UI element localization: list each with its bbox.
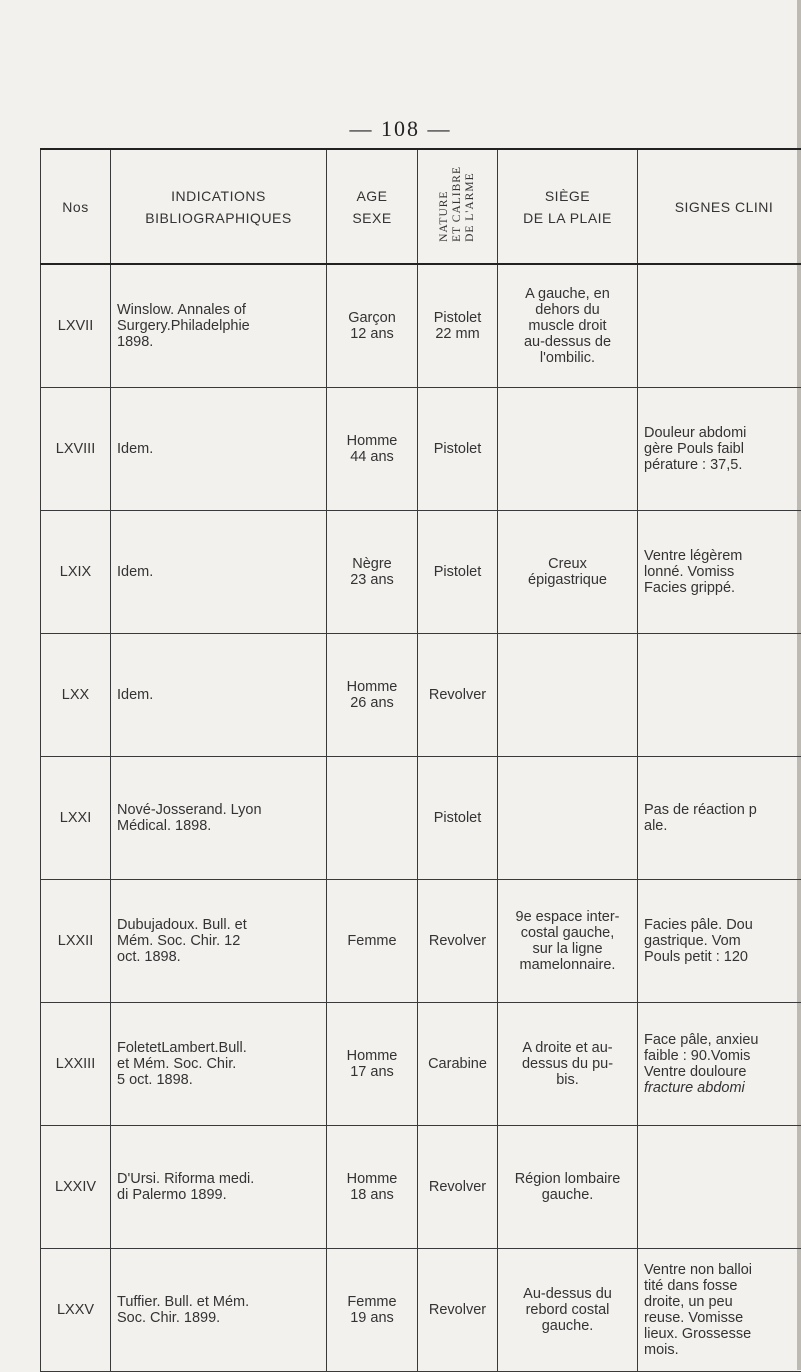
cell-text-line: Ventre douloure — [644, 1064, 801, 1080]
cell-text-line: pérature : 37,5. — [644, 457, 801, 473]
cell-clinical-signs — [638, 511, 801, 634]
cell-text-line: Pistolet — [424, 441, 491, 457]
cell-weapon — [418, 1126, 498, 1249]
cell-text-line: gauche. — [504, 1187, 631, 1203]
cell-text-line: Pistolet — [424, 310, 491, 326]
cell-text-line: Homme — [333, 679, 411, 695]
cell-case-number: LXXII — [41, 880, 111, 1003]
cell-text-line: Pouls petit : 120 — [644, 949, 801, 965]
cell-weapon — [418, 1003, 498, 1126]
cell-text-line: dehors du — [504, 302, 631, 318]
cell-text-line: Revolver — [424, 933, 491, 949]
cell-text-line: bis. — [504, 1072, 631, 1088]
cell-text-line: au-dessus de — [504, 334, 631, 350]
header-age-sex: AGE SEXE — [327, 149, 418, 264]
cell-text-line: 44 ans — [333, 449, 411, 465]
cell-text-line: faible : 90.Vomis — [644, 1048, 801, 1064]
cell-weapon — [418, 388, 498, 511]
cell-weapon — [418, 264, 498, 388]
cell-wound-site — [498, 634, 638, 757]
cell-age-sex — [327, 1126, 418, 1249]
cell-text-line: Homme — [333, 433, 411, 449]
table-header — [41, 149, 801, 264]
cell-case-number: LXXIII — [41, 1003, 111, 1126]
cell-text-line: Ventre légèrem — [644, 548, 801, 564]
table-row — [41, 264, 801, 388]
cell-case-number: LXIX — [41, 511, 111, 634]
cell-text-line: Ventre non balloi — [644, 1262, 801, 1278]
cell-bibliography — [111, 264, 327, 388]
cell-bibliography — [111, 388, 327, 511]
cell-bibliography — [111, 634, 327, 757]
cell-clinical-signs — [638, 634, 801, 757]
cell-text-line: 12 ans — [333, 326, 411, 342]
cell-wound-site — [498, 511, 638, 634]
cell-clinical-signs — [638, 880, 801, 1003]
cell-text-line: fracture abdomi — [644, 1080, 801, 1096]
header-numbers: Nos — [41, 149, 111, 264]
cell-text-line: Creux — [504, 556, 631, 572]
cell-age-sex — [327, 880, 418, 1003]
cell-text-line: mois. — [644, 1342, 801, 1358]
cell-text-line: Idem. — [117, 441, 320, 457]
cell-bibliography — [111, 511, 327, 634]
cell-wound-site — [498, 1003, 638, 1126]
cell-text-line: 26 ans — [333, 695, 411, 711]
cell-text-line: Douleur abdomi — [644, 425, 801, 441]
cell-text-line: dessus du pu- — [504, 1056, 631, 1072]
cell-text-line: Nové-Josserand. Lyon — [117, 802, 320, 818]
cell-text-line: gauche. — [504, 1318, 631, 1334]
cell-age-sex — [327, 1003, 418, 1126]
cell-text-line: Carabine — [424, 1056, 491, 1072]
cell-text-line: Face pâle, anxieu — [644, 1032, 801, 1048]
table-row — [41, 1249, 801, 1372]
cell-bibliography — [111, 880, 327, 1003]
cell-text-line: droite, un peu — [644, 1294, 801, 1310]
cell-text-line: rebord costal — [504, 1302, 631, 1318]
cell-wound-site — [498, 1126, 638, 1249]
table-row — [41, 511, 801, 634]
cell-clinical-signs — [638, 1249, 801, 1372]
header-wound-site: SIÈGE DE LA PLAIE — [498, 149, 638, 264]
cell-bibliography — [111, 1126, 327, 1249]
cell-text-line: FoletetLambert.Bull. — [117, 1040, 320, 1056]
cell-case-number: LXXI — [41, 757, 111, 880]
cell-case-number: LXVIII — [41, 388, 111, 511]
cell-text-line: Pas de réaction p — [644, 802, 801, 818]
cell-text-line: Femme — [333, 933, 411, 949]
cell-age-sex — [327, 1249, 418, 1372]
cell-wound-site — [498, 757, 638, 880]
cell-text-line: Surgery.Philadelphie — [117, 318, 320, 334]
cell-text-line: Dubujadoux. Bull. et — [117, 917, 320, 933]
cell-text-line: 9e espace inter- — [504, 909, 631, 925]
cell-text-line: ale. — [644, 818, 801, 834]
cell-text-line: lonné. Vomiss — [644, 564, 801, 580]
cell-clinical-signs — [638, 757, 801, 880]
cell-weapon — [418, 757, 498, 880]
cell-text-line: Homme — [333, 1171, 411, 1187]
header-weapon: NATURE ET CALIBRE DE L'ARME — [418, 149, 498, 264]
cell-text-line: lieux. Grossesse — [644, 1326, 801, 1342]
cell-text-line: Médical. 1898. — [117, 818, 320, 834]
cell-text-line: A droite et au- — [504, 1040, 631, 1056]
cell-text-line: oct. 1898. — [117, 949, 320, 965]
table-body — [41, 264, 801, 1372]
cell-wound-site — [498, 1249, 638, 1372]
table-row — [41, 757, 801, 880]
cell-text-line: gastrique. Vom — [644, 933, 801, 949]
cell-text-line: D'Ursi. Riforma medi. — [117, 1171, 320, 1187]
cell-text-line: tité dans fosse — [644, 1278, 801, 1294]
cell-clinical-signs — [638, 388, 801, 511]
cell-wound-site — [498, 388, 638, 511]
table-row — [41, 388, 801, 511]
cell-text-line: 5 oct. 1898. — [117, 1072, 320, 1088]
cell-bibliography — [111, 1003, 327, 1126]
cell-text-line: Revolver — [424, 1179, 491, 1195]
cell-text-line: gère Pouls faibl — [644, 441, 801, 457]
cell-bibliography — [111, 1249, 327, 1372]
table-row — [41, 1003, 801, 1126]
cell-text-line: Région lombaire — [504, 1171, 631, 1187]
cell-text-line: Femme — [333, 1294, 411, 1310]
cell-text-line: A gauche, en — [504, 286, 631, 302]
cell-text-line: Facies grippé. — [644, 580, 801, 596]
cell-weapon — [418, 1249, 498, 1372]
cell-age-sex — [327, 757, 418, 880]
cell-weapon — [418, 511, 498, 634]
cell-text-line: costal gauche, — [504, 925, 631, 941]
cell-age-sex — [327, 264, 418, 388]
cell-weapon — [418, 880, 498, 1003]
cell-clinical-signs — [638, 1126, 801, 1249]
table-row — [41, 880, 801, 1003]
cell-text-line: Revolver — [424, 1302, 491, 1318]
cell-text-line: 23 ans — [333, 572, 411, 588]
cell-case-number: LXXIV — [41, 1126, 111, 1249]
cell-text-line: 1898. — [117, 334, 320, 350]
cell-text-line: Mém. Soc. Chir. 12 — [117, 933, 320, 949]
cell-wound-site — [498, 264, 638, 388]
cell-text-line: di Palermo 1899. — [117, 1187, 320, 1203]
cell-text-line: Pistolet — [424, 564, 491, 580]
header-clinical-signs: SIGNES CLINI — [638, 149, 801, 264]
cell-case-number: LXVII — [41, 264, 111, 388]
cell-text-line: mamelonnaire. — [504, 957, 631, 973]
case-register-table — [40, 148, 801, 1372]
cell-text-line: Soc. Chir. 1899. — [117, 1310, 320, 1326]
cell-text-line: 22 mm — [424, 326, 491, 342]
cell-text-line: Au-dessus du — [504, 1286, 631, 1302]
cell-text-line: 17 ans — [333, 1064, 411, 1080]
cell-text-line: l'ombilic. — [504, 350, 631, 366]
cell-text-line: Pistolet — [424, 810, 491, 826]
cell-text-line: Idem. — [117, 687, 320, 703]
cell-text-line: sur la ligne — [504, 941, 631, 957]
cell-text-line: muscle droit — [504, 318, 631, 334]
cell-text-line: Winslow. Annales of — [117, 302, 320, 318]
cell-case-number: LXXV — [41, 1249, 111, 1372]
cell-text-line: 19 ans — [333, 1310, 411, 1326]
cell-text-line: Revolver — [424, 687, 491, 703]
cell-age-sex — [327, 634, 418, 757]
cell-text-line: reuse. Vomisse — [644, 1310, 801, 1326]
cell-text-line: et Mém. Soc. Chir. — [117, 1056, 320, 1072]
cell-text-line: Homme — [333, 1048, 411, 1064]
cell-text-line: 18 ans — [333, 1187, 411, 1203]
table-row — [41, 634, 801, 757]
cell-text-line: Idem. — [117, 564, 320, 580]
cell-text-line: épigastrique — [504, 572, 631, 588]
cell-text-line: Garçon — [333, 310, 411, 326]
cell-clinical-signs — [638, 1003, 801, 1126]
header-bibliography: INDICATIONS BIBLIOGRAPHIQUES — [111, 149, 327, 264]
cell-wound-site — [498, 880, 638, 1003]
cell-age-sex — [327, 388, 418, 511]
table-row — [41, 1126, 801, 1249]
cell-case-number: LXX — [41, 634, 111, 757]
cell-text-line: Facies pâle. Dou — [644, 917, 801, 933]
cell-clinical-signs — [638, 264, 801, 388]
cell-weapon — [418, 634, 498, 757]
cell-bibliography — [111, 757, 327, 880]
cell-text-line: Tuffier. Bull. et Mém. — [117, 1294, 320, 1310]
cell-text-line: Nègre — [333, 556, 411, 572]
page-number: — 108 — — [0, 116, 801, 142]
cell-age-sex — [327, 511, 418, 634]
